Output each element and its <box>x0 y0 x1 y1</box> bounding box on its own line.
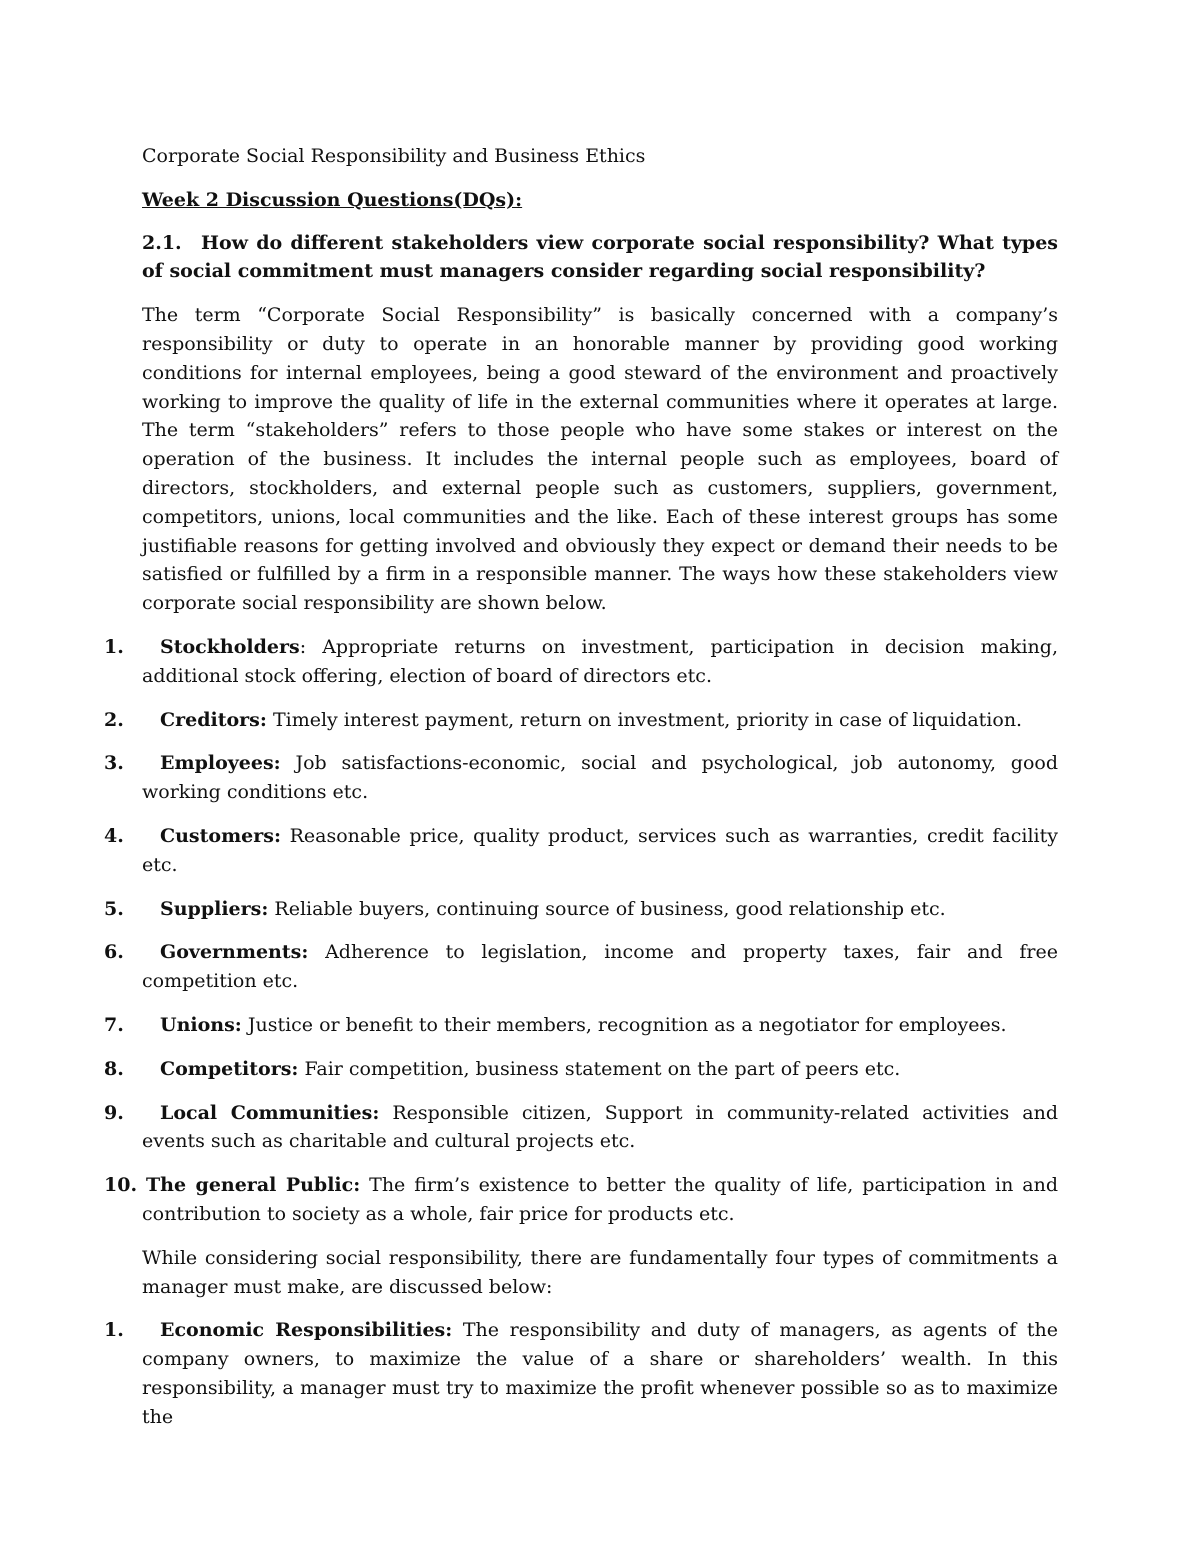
list-item-term: Unions: <box>160 1013 242 1036</box>
list-item <box>104 1011 1058 1040</box>
list-item-term: Customers: <box>160 824 281 847</box>
list-item-number: 2. <box>104 708 124 731</box>
list-item-term: Suppliers: <box>160 897 269 920</box>
list-item-text: Justice or benefit to their members, recognition as a negotiator for employees. <box>241 1013 1007 1036</box>
list-item-number: 9. <box>104 1101 124 1124</box>
list-item-number: 4. <box>104 824 124 847</box>
list-item-term: Governments: <box>160 941 309 964</box>
list-item-text: Adherence to legislation, income and property taxes, fair and free competition etc. <box>142 941 1058 993</box>
list-item-text: Fair competition, business statement on the part of peers etc. <box>298 1057 901 1080</box>
list-item-text: The firm’s existence to better the quality of life, participation in and contribution to society as a whole, fair price for products etc. <box>142 1174 1058 1225</box>
list-item-number: 3. <box>104 752 124 775</box>
list-item-number: 6. <box>104 941 124 964</box>
list-item-term: Employees: <box>160 752 281 775</box>
course-title: Corporate Social Responsibility and Business Ethics <box>142 145 646 167</box>
list-item-text: Reliable buyers, continuing source of business, good relationship etc. <box>268 897 946 920</box>
commitments-list <box>104 1316 1058 1431</box>
list-item-term: Stockholders <box>160 635 300 658</box>
list-item-number: 8. <box>104 1057 124 1080</box>
list-item-text: Job satisfactions-economic, social and psychological, job autonomy, good working conditions etc. <box>142 752 1058 804</box>
list-item <box>104 1055 1058 1084</box>
list-item-text: The responsibility and duty of managers, as agents of the company owners, to maximize the value of a share or shareholders’ wealth. In this responsibility, a manager must try to maximize the profit whenever possible so as to maximize the <box>142 1319 1058 1428</box>
list-item-text: Reasonable price, quality product, services such as warranties, credit facility etc. <box>142 824 1058 876</box>
discussion-question <box>142 229 1058 287</box>
list-item <box>104 706 1058 735</box>
list-item <box>104 1099 1058 1157</box>
list-item-term: The general Public: <box>146 1174 361 1197</box>
list-item-text: : Appropriate returns on investment, participation in decision making, additional stock offering, election of board of directors etc. <box>142 635 1058 687</box>
commitments-intro: While considering social responsibility, there are fundamentally four types of commitments a manager must make, are discussed below: <box>142 1246 1058 1298</box>
list-item-term: Creditors: <box>160 708 267 731</box>
list-item <box>104 822 1058 880</box>
list-item <box>104 1171 1058 1229</box>
list-item-text: Responsible citizen, Support in community-related activities and events such as charitable and cultural projects etc. <box>142 1101 1058 1153</box>
list-item-text: Timely interest payment, return on investment, priority in case of liquidation. <box>266 708 1023 731</box>
question-number: 2.1. <box>142 231 182 254</box>
list-item-term: Local Communities: <box>160 1101 380 1124</box>
list-item <box>104 1316 1058 1431</box>
question-text: How do different stakeholders view corporate social responsibility? What types of social commitment must managers consider regarding social responsibility? <box>142 231 1058 283</box>
list-item <box>104 633 1058 691</box>
intro-paragraph: The term “Corporate Social Responsibility” is basically concerned with a company’s responsibility or duty to operate in an honorable manner by providing good working conditions for internal employees, being a good steward of the environment and proactively working to improve the quality of life in the external communities where it operates at large. The term “stakeholders” refers to those people who have some stakes or interest on the operation of the business. It includes the internal people such as employees, board of directors, stockholders, and external people such as customers, suppliers, government, competitors, unions, local communities and the like. Each of these interest groups has some justifiable reasons for getting involved and obviously they expect or demand their needs to be satisfied or fulfilled by a firm in a responsible manner. The ways how these stakeholders view corporate social responsibility are shown below. <box>142 304 1058 615</box>
list-item-number: 10. <box>104 1174 138 1197</box>
list-item-number: 7. <box>104 1013 124 1036</box>
document-content <box>104 142 1058 1446</box>
list-item-number: 1. <box>104 635 124 658</box>
list-item <box>104 938 1058 996</box>
list-item-term: Economic Responsibilities: <box>160 1319 453 1342</box>
list-item-term: Competitors: <box>160 1057 299 1080</box>
list-item <box>104 895 1058 924</box>
list-item-number: 5. <box>104 897 124 920</box>
week-heading: Week 2 Discussion Questions(DQs): <box>142 188 523 211</box>
stakeholder-list <box>104 633 1058 1229</box>
list-item <box>104 749 1058 807</box>
list-item-number: 1. <box>104 1319 124 1342</box>
